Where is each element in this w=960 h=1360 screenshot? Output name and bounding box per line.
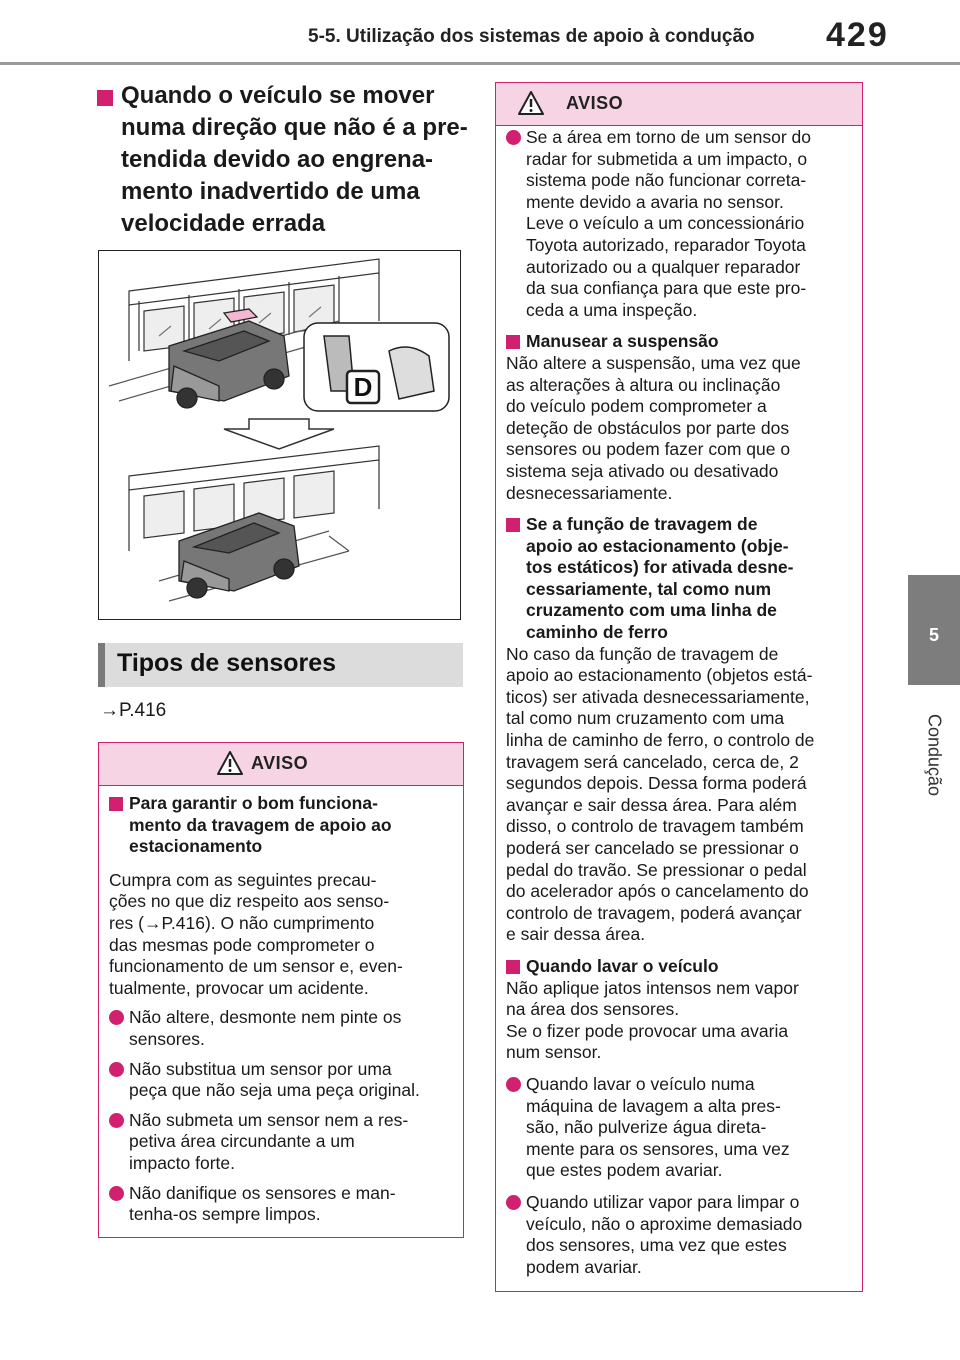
text-line: tenha-os sempre limpos. — [129, 1204, 321, 1225]
text-line: e sair dessa área. — [506, 924, 646, 945]
text-line: avançar e sair dessa área. Para além — [506, 794, 797, 815]
text-line: Leve o veículo a um concessionário — [526, 213, 805, 234]
text-line: travagem será cancelado, cerca de, 2 — [506, 751, 799, 772]
warning-bullet — [109, 1007, 453, 1050]
warning-body — [99, 785, 463, 1226]
heading-line: numa direção que não é a pre- — [121, 114, 468, 141]
page-number: 429 — [826, 16, 889, 54]
text-line: cessariamente, tal como num — [526, 578, 772, 599]
round-bullet-icon — [506, 130, 521, 145]
text-line: poderá ser cancelado se pressionar o — [506, 838, 799, 858]
warning-bullet — [506, 1192, 852, 1278]
warning-body — [496, 125, 862, 1278]
text-line: peça que não seja uma peça original. — [129, 1080, 420, 1101]
text-line: cruzamento com uma linha de — [526, 600, 777, 621]
text-line: podem avariar. — [526, 1256, 642, 1277]
text-line: radar for submetida a um impacto, o — [526, 148, 808, 169]
round-bullet-icon — [109, 1010, 124, 1025]
warning-paragraph — [506, 353, 852, 504]
round-bullet-icon — [109, 1062, 124, 1077]
gear-letter: D — [353, 372, 373, 402]
text-line: tos estáticos) for ativada desne- — [526, 557, 794, 578]
square-bullet-icon — [506, 335, 520, 349]
text-line: Não altere, desmonte nem pinte os — [129, 1007, 402, 1028]
warning-bullet — [506, 127, 852, 321]
round-bullet-icon — [109, 1113, 124, 1128]
text-line: Não danifique os sensores e man- — [129, 1182, 396, 1203]
text-line: Toyota autorizado, reparador Toyota — [526, 234, 806, 255]
text-line: ticos) ser ativada desnecessariamente, — [506, 686, 810, 707]
warning-bullet — [109, 1059, 453, 1102]
text-line: na área dos sensores. — [506, 999, 680, 1020]
text-line: mente devido a avaria no sensor. — [526, 191, 784, 212]
round-bullet-icon — [506, 1077, 521, 1092]
text-line: Manusear a suspensão — [526, 331, 719, 352]
text-line: num sensor. — [506, 1042, 602, 1063]
warning-box-left — [98, 742, 464, 1238]
section-title-bar — [98, 643, 463, 687]
text-line: funcionamento de um sensor e, even- — [109, 956, 403, 977]
left-heading-text — [121, 80, 467, 240]
text-line: são, não pulverize água direta- — [526, 1117, 767, 1138]
text-line: da sua confiança para que este pro- — [526, 278, 807, 299]
heading-line: Quando o veículo se mover — [121, 82, 435, 109]
text-line: deteção de obstáculos por parte dos — [506, 417, 790, 438]
text-line: Quando lavar o veículo — [526, 955, 719, 976]
text-line: tal como num cruzamento com uma — [506, 708, 785, 729]
square-bullet-icon — [506, 518, 520, 532]
text-line: controlo de travagem, poderá avançar — [506, 902, 802, 923]
warning-label: AVISO — [566, 93, 624, 113]
warning-box-right — [495, 82, 863, 1292]
page-reference: →P.416 — [100, 700, 167, 721]
text-line: do acelerador após o cancelamento do — [506, 881, 809, 902]
text-line: apoio ao estacionamento (obje- — [526, 535, 789, 556]
text-line: autorizado ou a qualquer reparador — [526, 256, 801, 277]
illustration-frame — [98, 250, 461, 620]
text-line: veículo, não o aproxime demasiado — [526, 1213, 803, 1234]
text-line: Cumpra com as seguintes precau- — [109, 869, 377, 890]
text-line: segundos depois. Dessa forma poderá — [506, 773, 807, 794]
chapter-label: Condução — [924, 713, 945, 797]
text-line: as alterações à altura ou inclinação — [506, 374, 781, 395]
warning-bullet — [109, 1183, 453, 1226]
square-bullet-icon — [109, 797, 123, 811]
text-line: Quando utilizar vapor para limpar o — [526, 1191, 800, 1212]
header-title: 5-5. Utilização dos sistemas de apoio à condução — [308, 26, 755, 47]
text-line: Não altere a suspensão, uma vez que — [506, 352, 801, 373]
text-line: estacionamento — [129, 836, 263, 857]
text-line: tualmente, provocar um acidente. — [109, 977, 369, 998]
warning-header — [496, 83, 862, 126]
heading-line: velocidade errada — [121, 210, 326, 237]
warning-triangle-icon — [217, 751, 243, 775]
warning-label: AVISO — [251, 753, 309, 773]
warning-paragraph — [506, 978, 852, 1064]
text-line: res (→P.416). O não cumprimento — [109, 912, 375, 933]
text-line: Não aplique jatos intensos nem vapor — [506, 977, 799, 998]
text-line: Não substitua um sensor por uma — [129, 1058, 392, 1079]
text-line: sistema pode não funcionar correta- — [526, 170, 807, 191]
text-line: Se a área em torno de um sensor do — [526, 127, 812, 147]
square-bullet-icon — [506, 960, 520, 974]
text-line: sensores. — [129, 1028, 205, 1049]
round-bullet-icon — [109, 1186, 124, 1201]
text-line: Se a função de travagem de — [526, 514, 758, 535]
text-line: que estes podem avariar. — [526, 1160, 723, 1181]
warning-subheading — [506, 331, 852, 353]
gear-callout — [304, 323, 449, 411]
warning-header — [99, 743, 463, 786]
warning-paragraph — [109, 870, 453, 1000]
text-line: Para garantir o bom funciona- — [129, 793, 378, 813]
warning-subheading — [506, 514, 852, 644]
text-line: mente para os sensores, uma vez — [526, 1138, 790, 1159]
warning-triangle-icon — [518, 91, 544, 115]
down-arrow — [224, 419, 334, 449]
warning-bullet — [506, 1074, 852, 1182]
page-header — [0, 0, 960, 64]
header-rule — [0, 62, 960, 65]
text-line: sistema seja ativado ou desativado — [506, 460, 779, 481]
text-line: impacto forte. — [129, 1152, 236, 1173]
text-line: Não submeta um sensor nem a res- — [129, 1109, 409, 1130]
warning-subheading — [506, 956, 852, 978]
warning-subheading — [109, 793, 453, 858]
text-line: caminho de ferro — [526, 622, 668, 643]
text-line: disso, o controlo de travagem também — [506, 816, 804, 837]
round-bullet-icon — [506, 1195, 521, 1210]
chapter-number: 5 — [928, 625, 939, 645]
text-line: das mesmas pode comprometer o — [109, 934, 375, 955]
heading-line: mento inadvertido de uma — [121, 178, 420, 205]
text-line: do veículo podem comprometer a — [506, 396, 767, 417]
text-line: ceda a uma inspeção. — [526, 299, 698, 320]
section-title: Tipos de sensores — [117, 649, 337, 677]
text-line: apoio ao estacionamento (objetos está- — [506, 665, 813, 686]
text-line: pedal do travão. Se pressionar o pedal — [506, 859, 807, 880]
chapter-label-wrap — [912, 700, 956, 810]
text-line: No caso da função de travagem de — [506, 643, 779, 664]
heading-line: tendida devido ao engrena- — [121, 146, 434, 173]
text-line: Quando lavar o veículo numa — [526, 1073, 755, 1094]
chapter-tab — [908, 575, 960, 685]
text-line: ções no que diz respeito aos senso- — [109, 891, 390, 912]
warning-bullet — [109, 1110, 453, 1175]
text-line: dos sensores, uma vez que estes — [526, 1235, 787, 1256]
text-line: mento da travagem de apoio ao — [129, 814, 392, 835]
text-line: desnecessariamente. — [506, 482, 673, 503]
text-line: linha de caminho de ferro, o controlo de — [506, 730, 815, 751]
square-bullet-icon — [97, 90, 113, 106]
text-line: máquina de lavagem a alta pres- — [526, 1095, 781, 1116]
text-line: Se o fizer pode provocar uma avaria — [506, 1020, 789, 1041]
text-line: sensores ou podem fazer com que o — [506, 439, 791, 460]
parking-illustration — [99, 251, 459, 618]
text-line: petiva área circundante a um — [129, 1131, 355, 1152]
warning-paragraph — [506, 644, 852, 946]
